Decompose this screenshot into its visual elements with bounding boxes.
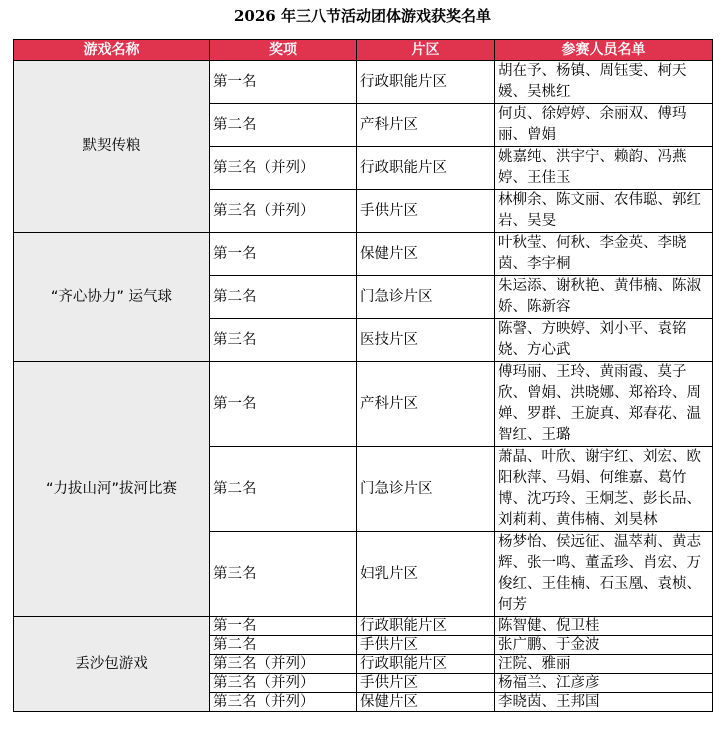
table-row [14, 233, 713, 276]
table-row [14, 617, 713, 636]
members-cell: 杨梦怡、侯远征、温萃莉、黄志辉、张一鸣、董孟珍、肖宏、万俊红、王佳楠、石玉凰、袁桢、何芳 [495, 532, 713, 617]
area-cell: 妇乳片区 [357, 532, 495, 617]
area-cell: 手供片区 [357, 674, 495, 693]
members-cell: 朱运添、谢秋艳、黄伟楠、陈淑娇、陈新容 [495, 276, 713, 319]
award-cell: 第二名 [210, 104, 357, 147]
game-name: 默契传粮 [14, 61, 210, 233]
award-cell: 第三名（并列） [210, 147, 357, 190]
award-cell: 第一名 [210, 233, 357, 276]
area-cell: 手供片区 [357, 636, 495, 655]
area-cell: 医技片区 [357, 319, 495, 362]
area-cell: 门急诊片区 [357, 447, 495, 532]
award-cell: 第三名（并列） [210, 674, 357, 693]
members-cell: 张广鹏、于金波 [495, 636, 713, 655]
award-cell: 第一名 [210, 617, 357, 636]
award-cell: 第二名 [210, 447, 357, 532]
header-members: 参赛人员名单 [495, 40, 713, 61]
members-cell: 何贞、徐婷婷、余丽双、傅玛丽、曾娟 [495, 104, 713, 147]
area-cell: 行政职能片区 [357, 61, 495, 104]
game-name: “齐心协力” 运气球 [14, 233, 210, 362]
award-cell: 第一名 [210, 362, 357, 447]
members-cell: 叶秋莹、何秋、李金英、李晓茵、李宇桐 [495, 233, 713, 276]
members-cell: 汪院、雅丽 [495, 655, 713, 674]
table-row [14, 61, 713, 104]
award-table [13, 39, 713, 712]
award-cell: 第一名 [210, 61, 357, 104]
header-award: 奖项 [210, 40, 357, 61]
award-cell: 第三名（并列） [210, 190, 357, 233]
area-cell: 保健片区 [357, 233, 495, 276]
area-cell: 手供片区 [357, 190, 495, 233]
members-cell: 姚嘉纯、洪宇宁、赖韵、冯燕婷、王佳玉 [495, 147, 713, 190]
header-game: 游戏名称 [14, 40, 210, 61]
award-cell: 第三名 [210, 319, 357, 362]
header-row [14, 40, 713, 61]
area-cell: 门急诊片区 [357, 276, 495, 319]
area-cell: 行政职能片区 [357, 617, 495, 636]
award-cell: 第三名（并列） [210, 693, 357, 712]
award-cell: 第二名 [210, 636, 357, 655]
area-cell: 行政职能片区 [357, 655, 495, 674]
members-cell: 李晓茵、王邦国 [495, 693, 713, 712]
table-row [14, 362, 713, 447]
members-cell: 陈謦、方映婷、刘小平、袁铭娆、方心武 [495, 319, 713, 362]
members-cell: 萧晶、叶欣、谢宇红、刘宏、欧阳秋萍、马娟、何维嘉、葛竹博、沈巧玲、王炯芝、彭长品、刘莉莉、黄伟楠、刘昊林 [495, 447, 713, 532]
page-title: 2026 年三八节活动团体游戏获奖名单 [234, 7, 491, 25]
members-cell: 杨福兰、江彦彦 [495, 674, 713, 693]
area-cell: 产科片区 [357, 104, 495, 147]
award-cell: 第二名 [210, 276, 357, 319]
award-cell: 第三名（并列） [210, 655, 357, 674]
game-name: 丢沙包游戏 [14, 617, 210, 712]
area-cell: 产科片区 [357, 362, 495, 447]
header-area: 片区 [357, 40, 495, 61]
members-cell: 林柳余、陈文丽、农伟聪、郭红岩、吴旻 [495, 190, 713, 233]
members-cell: 傅玛丽、王玲、黄雨霞、莫子欣、曾娟、洪晓娜、郑裕玲、周婵、罗群、王旋真、郑春花、温智红、王璐 [495, 362, 713, 447]
members-cell: 胡在予、杨镇、周钰雯、柯天媛、吴桃红 [495, 61, 713, 104]
award-cell: 第三名 [210, 532, 357, 617]
game-name: “力拔山河”拔河比赛 [14, 362, 210, 617]
members-cell: 陈智健、倪卫桂 [495, 617, 713, 636]
area-cell: 保健片区 [357, 693, 495, 712]
area-cell: 行政职能片区 [357, 147, 495, 190]
